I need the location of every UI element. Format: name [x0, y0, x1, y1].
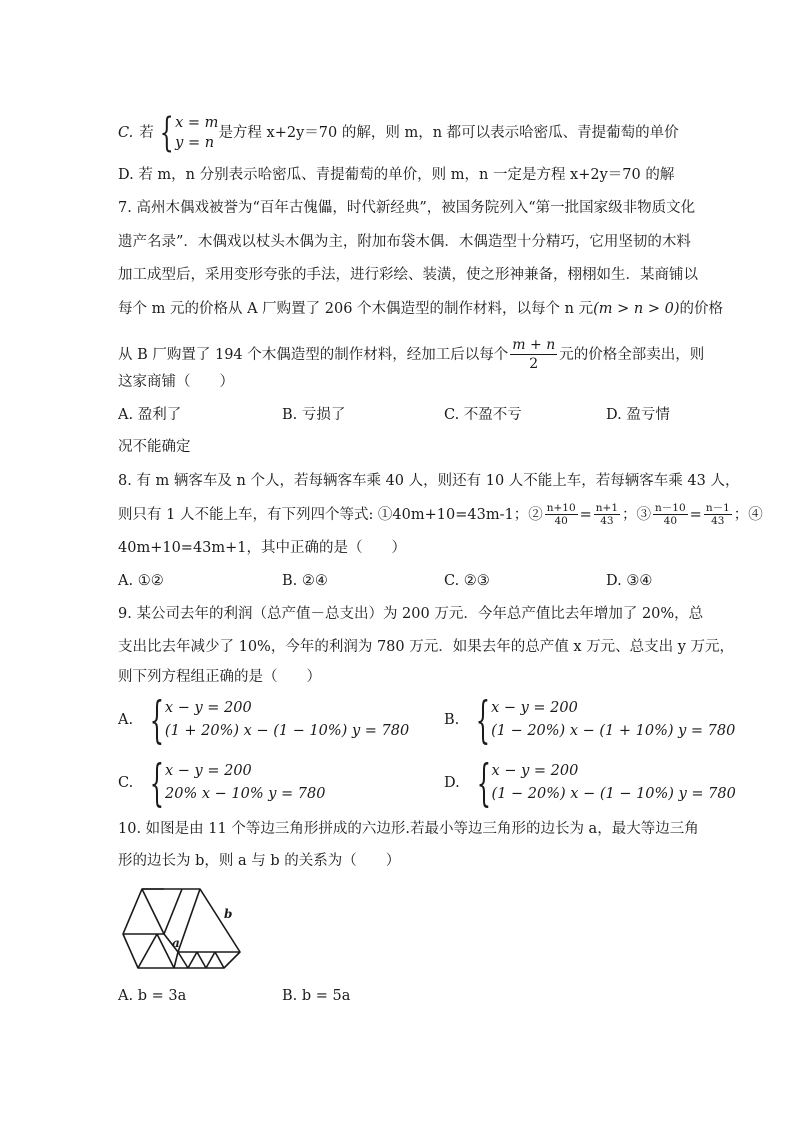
equation-system: { x = m y = n [159, 110, 219, 156]
q8-option-c: C. ②③ [444, 573, 490, 589]
text: 从 B 厂购置了 194 个木偶造型的制作材料，经加工后以每个 [118, 346, 509, 363]
label-a: a [172, 936, 180, 950]
option-label: C. [118, 125, 134, 141]
q7-line [118, 336, 704, 373]
q8-option-d: D. ③④ [606, 573, 653, 589]
q10-line: 形的边长为 b，则 a 与 b 的关系为（ ） [118, 853, 401, 869]
q7-line: 这家商铺（ ） [118, 374, 234, 390]
q7-option-c: C. 不盈不亏 [444, 407, 522, 423]
edge [188, 952, 197, 968]
fraction: $\frac{m + n}{2}$ [512, 337, 556, 372]
q7-option-a: A. 盈利了 [118, 407, 182, 423]
edge [197, 952, 206, 968]
text: 元的价格全部卖出，则 [559, 346, 705, 363]
q7-line: 7. 高州木偶戏被誉为“百年古傀儡，时代新经典”，被国务院列入“第一批国家级非物质文化 [118, 200, 696, 216]
q9-line: 9. 某公司去年的利润（总产值－总支出）为 200 万元．今年总产值比去年增加了 20%，总 [118, 606, 704, 622]
edge [138, 934, 157, 968]
q8-line: 8. 有 m 辆客车及 n 个人，若每辆客车乘 40 人，则还有 10 人不能上车，若每辆客车乘 43 人， [118, 473, 740, 489]
q9-option-d: D. { x − y = 200 (1 − 20%) x − (1 − 10%) y = 780 [444, 754, 736, 812]
q6-option-c [118, 110, 679, 156]
q9-option-a: A. { x − y = 200 (1 + 20%) x − (1 − 10%) y = 780 [118, 691, 410, 749]
edge [206, 952, 215, 968]
edge [178, 952, 188, 968]
q7-option-d-cont: 况不能确定 [118, 439, 191, 455]
fraction: $\frac{n-1}{43}$ [705, 502, 730, 527]
edge [142, 889, 164, 934]
fraction: $\frac{n+1}{43}$ [595, 502, 619, 527]
label-b: b [224, 907, 233, 921]
text: 的价格 [679, 301, 723, 317]
fraction: $\frac{n+10}{40}$ [546, 502, 576, 527]
edge [178, 889, 200, 952]
q10-line: 10. 如图是由 11 个等边三角形拼成的六边形.若最小等边三角形的边长为 a，最大等边三角 [118, 821, 699, 837]
text: 每个 m 元的价格从 A 厂购置了 206 个木偶造型的制作材料，以每个 n 元 [118, 301, 594, 317]
text: 则只有 1 人不能上车，有下列四个等式: ①40m+10=43m-1；② [118, 506, 543, 523]
q9-line: 支出比去年减少了 10%，今年的利润为 780 万元．如果去年的总产值 x 万元、总支出 y 万元， [118, 639, 735, 655]
option-text: 是方程 x+2y＝70 的解，则 m，n 都可以表示哈密瓜、青提葡萄的单价 [218, 125, 679, 141]
q7-line: 遗产名录”．木偶戏以杖头木偶为主，附加布袋木偶．木偶造型十分精巧，它用坚韧的木料 [118, 234, 691, 250]
fraction: $\frac{n-10}{40}$ [655, 502, 686, 527]
edge [164, 889, 182, 934]
system-row: x = m [175, 115, 219, 131]
q9-line: 则下列方程组正确的是（ ） [118, 669, 321, 685]
q7-option-d: D. 盈亏情 [606, 407, 670, 423]
inequality: (m > n > 0) [593, 301, 680, 317]
text: 若 [139, 125, 154, 141]
q10-option-b: B. b = 5a [282, 988, 351, 1004]
system-row: y = n [175, 135, 215, 151]
q9-option-c: C. { x − y = 200 20% x − 10% y = 780 [118, 754, 326, 812]
hexagon-triangles-figure [122, 884, 244, 972]
q8-option-a: A. ①② [118, 573, 164, 589]
q7-line [118, 298, 723, 320]
q8-option-b: B. ②④ [282, 573, 328, 589]
q8-line: 40m+10=43m+1，其中正确的是（ ） [118, 540, 407, 556]
q7-line: 加工成型后，采用变形夸张的手法，进行彩绘、装潢，使之形神兼备，栩栩如生．某商铺以 [118, 267, 698, 283]
q8-line: 则只有 1 人不能上车，有下列四个等式: ①40m+10=43m-1；② $\frac{n+10}{40}$ = $\frac{n+1}{43}$ ；③ $\frac{n-10}{40}$ = $\frac{n-1}{43}$ ；④ [118, 502, 763, 527]
edge [215, 952, 224, 968]
q6-option-d: D. 若 m，n 分别表示哈密瓜、青提葡萄的单价，则 m，n 一定是方程 x+2y＝70 的解 [118, 167, 675, 183]
q10-option-a: A. b = 3a [118, 988, 187, 1004]
q7-option-b: B. 亏损了 [282, 407, 346, 423]
q9-option-b: B. { x − y = 200 (1 − 20%) x − (1 + 10%) y = 780 [444, 691, 736, 749]
